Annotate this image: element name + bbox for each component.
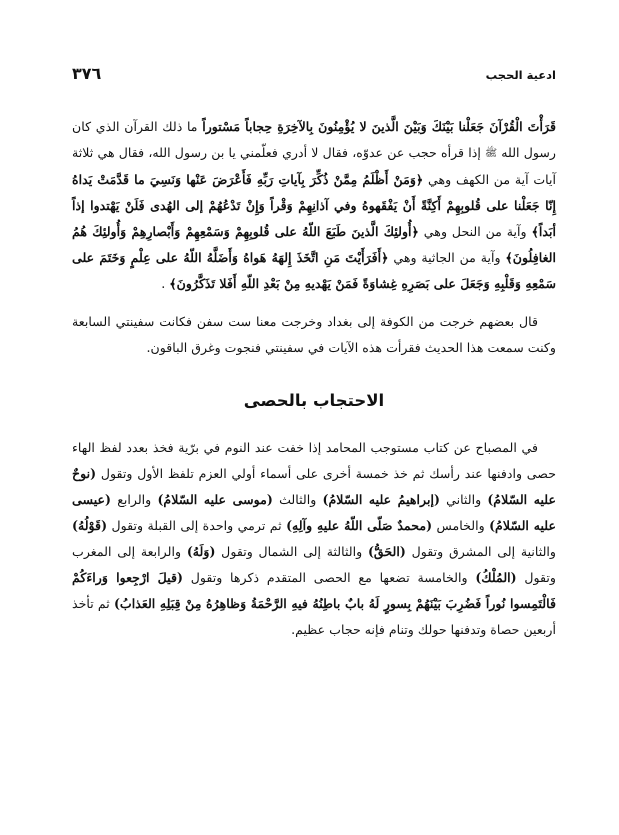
body-text: والرابعة إلى المغرب وتقول: [72, 544, 556, 585]
recited-word: (وَلَهُ): [186, 544, 216, 559]
prophet-name: (محمدٌ صَلّى اللّهُ عليهِ وآلِهِ): [286, 518, 433, 533]
body-text: والثالثة إلى الشمال وتقول: [215, 544, 368, 559]
paragraph-quran-verses: [72, 114, 556, 297]
quran-quote-jathiya: ﴿أَفَرَأَيْتَ مَنِ اتَّخَذَ إِلهَهُ هَواهُ وَأَضَلَّهُ اللّهُ على عِلْمٍ وَخَتَمَ على سَمْعِهِ وَقَلْبِهِ وَجَعَلَ على بَصَرِهِ غِشاوَةً فَمَنْ يَهْديهِ مِنْ بَعْدِ اللّهِ أَفَلا تَذَكَّرُونَ﴾: [72, 250, 556, 291]
body-text: ثم تأخذ أربعين حصاة وتدفنها حولك وتنام فإنه حجاب عظيم.: [72, 596, 556, 637]
recited-word: (قَوْلُهُ): [72, 518, 108, 533]
recited-word: (الحَقُّ): [367, 544, 406, 559]
body-text: والخامس: [432, 518, 490, 533]
quran-quote-nahl: ﴿أُولئِكَ الَّذينَ طَبَعَ اللّهُ على قُلوبِهِمْ وَسَمْعِهِمْ وَأَبْصارِهِمْ وَأُولئِكَ هُمُ الغافِلُونَ﴾: [72, 224, 556, 265]
body-text: والخامسة تضعها مع الحصى المتقدم ذكرها وتقول: [182, 570, 476, 585]
prophet-name: (موسى عليه السّلامُ): [157, 492, 273, 507]
body-text: والثانية إلى المشرق وتقول: [405, 544, 556, 559]
book-page: [72, 64, 556, 643]
body-text: والرابع: [111, 492, 158, 507]
body-text: ما ذلك القرآن الذي كان رسول الله: [72, 119, 556, 160]
quran-quote-kahf: ﴿وَمَنْ أَظْلَمُ مِمَّنْ ذُكِّرَ بِآياتِ رَبِّهِ فَأَعْرَضَ عَنْها وَنَسِيَ ما قَدَّمَتْ يَداهُ إِنّا جَعَلْنا على قُلوبِهِمْ أَكِنَّةً أَنْ يَفْقَهوهُ وفي آذانِهِمْ وَقْراً وَإِنْ تَدْعُهُمْ إلى الهُدى فَلَنْ يَهْتدوا إذاً أبَداً﴾: [72, 172, 556, 239]
body-text: وآية من الجاثية وهي: [388, 250, 506, 265]
prophet-name: (إبراهيمُ عليه السّلامُ): [322, 492, 440, 507]
prophet-name: (نوحٌ عليه السّلامُ): [72, 466, 556, 507]
body-text: ثم ترمي واحدة إلى القبلة وتقول: [107, 518, 287, 533]
body-text: وآية من النحل وهي: [418, 224, 532, 239]
body-text: .: [161, 276, 170, 291]
recited-word: (المُلْكُ): [475, 570, 517, 585]
paragraph-pebbles: [72, 435, 556, 643]
body-text: إذا قرأه حجب عن عدوّه، فقال لا أدري فعلّمني يا بن رسول الله، فقال هي ثلاثة آيات آية من الكهف وهي: [72, 145, 557, 187]
quran-quote-hadid: (قيلَ ارْجِعوا وَراءَكُمْ فَالْتَمِسوا نُوراً فَضُرِبَ بَيْنَهُمْ بِسورٍ لَهُ بابٌ باطِنُهُ فيهِ الرَّحْمَةُ وَظاهِرُهُ مِنْ قِبَلِهِ العَذابُ): [72, 570, 556, 611]
pbuh-symbol: ﷺ: [485, 148, 498, 159]
paragraph-story: قال بعضهم خرجت من الكوفة إلى بغداد وخرجت معنا ست سفن فكانت سفينتي السابعة وكنت سمعت هذا الحديث فقرأت هذه الآيات في سفينتي فنجوت وغرق الباقون.: [72, 314, 556, 355]
prophet-name: (عيسى عليه السّلامُ): [72, 492, 556, 533]
body-text: والثاني: [439, 492, 488, 507]
running-title: ادعية الحجب: [485, 68, 556, 82]
body-text: في المصباح عن كتاب مستوجب المحامد إذا خفت عند النوم في برّية فخذ بعدد لفظ الهاء حصى وادفنها عند رأسك ثم خذ خمسة أخرى على أسماء أولي العزم تلفظ الأول وتقول: [72, 440, 556, 481]
section-heading: الاحتجاب بالحصى: [243, 391, 385, 410]
running-header: [72, 64, 556, 90]
body-text: والثالث: [272, 492, 323, 507]
page-number: ٣٧٦: [72, 64, 102, 83]
quran-quote: قَرَأْتَ الْقُرْآنَ جَعَلْنا بَيْنَكَ وَبَيْنَ الَّذينَ لا يُؤْمِنُونَ بِالآخِرَةِ حِجاباً مَسْتوراً: [202, 119, 556, 134]
